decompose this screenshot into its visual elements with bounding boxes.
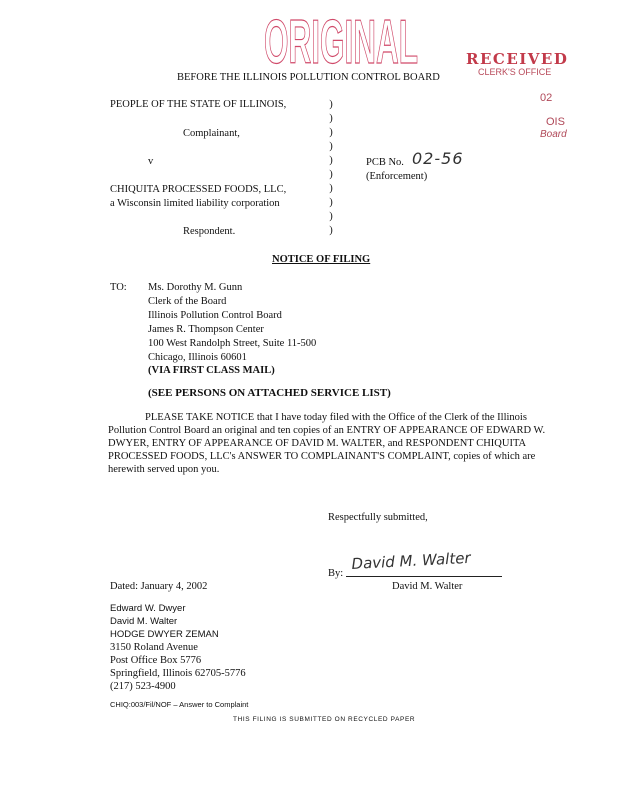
- caption-paren: ): [329, 169, 333, 180]
- received-date: 02: [540, 92, 553, 104]
- firm-phone: (217) 523-4900: [110, 681, 176, 692]
- firm-address-line: Springfield, Illinois 62705-5776: [110, 668, 246, 679]
- signature-by: By:: [328, 568, 344, 579]
- case-label: PCB No.: [366, 157, 404, 168]
- caption-paren: ): [329, 141, 333, 152]
- caption-paren: ): [329, 225, 333, 236]
- dated: Dated: January 4, 2002: [110, 581, 208, 592]
- case-number-handwritten: 02-56: [412, 149, 464, 168]
- service-list-note: (SEE PERSONS ON ATTACHED SERVICE LIST): [148, 387, 391, 399]
- received-clerk-office: CLERK'S OFFICE: [478, 67, 552, 77]
- defendant-description: a Wisconsin limited liability corporation: [110, 198, 280, 209]
- court-header: BEFORE THE ILLINOIS POLLUTION CONTROL BOARD: [177, 72, 440, 83]
- received-state: OIS: [546, 116, 565, 128]
- recycled-paper-note: THIS FILING IS SUBMITTED ON RECYCLED PAPER: [233, 716, 416, 723]
- caption-paren: ): [329, 183, 333, 194]
- caption-paren: ): [329, 211, 333, 222]
- caption-paren: ): [329, 99, 333, 110]
- handwritten-signature: David M. Walter: [351, 548, 472, 573]
- addressee-line: Clerk of the Board: [148, 296, 227, 307]
- addressee-line: Chicago, Illinois 60601: [148, 352, 247, 363]
- received-stamp: RECEIVED: [466, 50, 569, 68]
- plaintiff-role: Complainant,: [183, 128, 240, 139]
- caption-paren: ): [329, 127, 333, 138]
- defendant-name: CHIQUITA PROCESSED FOODS, LLC,: [110, 184, 287, 195]
- caption-paren: ): [329, 155, 333, 166]
- caption-paren: ): [329, 113, 333, 124]
- caption-paren: ): [329, 197, 333, 208]
- original-stamp: [262, 8, 420, 70]
- firm-address-line: 3150 Roland Avenue: [110, 642, 198, 653]
- received-board: Board: [540, 129, 567, 140]
- signer-name: David M. Walter: [392, 581, 463, 592]
- to-label: TO:: [110, 282, 127, 293]
- notice-body: [108, 411, 548, 476]
- closing: Respectfully submitted,: [328, 512, 428, 523]
- document-reference: CHIQ:003/Fil/NOF – Answer to Complaint: [110, 700, 249, 709]
- document-title: NOTICE OF FILING: [272, 254, 371, 265]
- addressee-line: Ms. Dorothy M. Gunn: [148, 282, 243, 293]
- attorney-name: Edward W. Dwyer: [110, 603, 186, 614]
- attorney-name: David M. Walter: [110, 616, 178, 627]
- plaintiff-name: PEOPLE OF THE STATE OF ILLINOIS,: [110, 99, 287, 110]
- addressee-line: Illinois Pollution Control Board: [148, 310, 282, 321]
- versus: v: [148, 156, 154, 167]
- addressee-line: 100 West Randolph Street, Suite 11-500: [148, 338, 317, 349]
- original-stamp-text: ORIGINAL: [264, 8, 418, 70]
- firm-address-line: Post Office Box 5776: [110, 655, 202, 666]
- notice-body-text: PLEASE TAKE NOTICE that I have today filed with the Office of the Clerk of the Illinois Pollution Control Board an original and ten copies of an ENTRY OF APPEARANCE OF EDWARD W. DWYER, ENTRY OF APPEARANCE OF DAVID M. WALTER, and RESPONDENT CHIQUITA PROCESSED FOODS, LLC's ANSWER TO COMPLAINANT'S COMPLAINT, copies of which are herewith served upon you.: [108, 412, 546, 475]
- via-first-class-mail: (VIA FIRST CLASS MAIL): [148, 365, 275, 376]
- defendant-role: Respondent.: [183, 226, 236, 237]
- addressee-line: James R. Thompson Center: [148, 324, 264, 335]
- case-type: (Enforcement): [366, 171, 428, 182]
- signature-line: [346, 576, 502, 577]
- firm-name: HODGE DWYER ZEMAN: [110, 629, 219, 640]
